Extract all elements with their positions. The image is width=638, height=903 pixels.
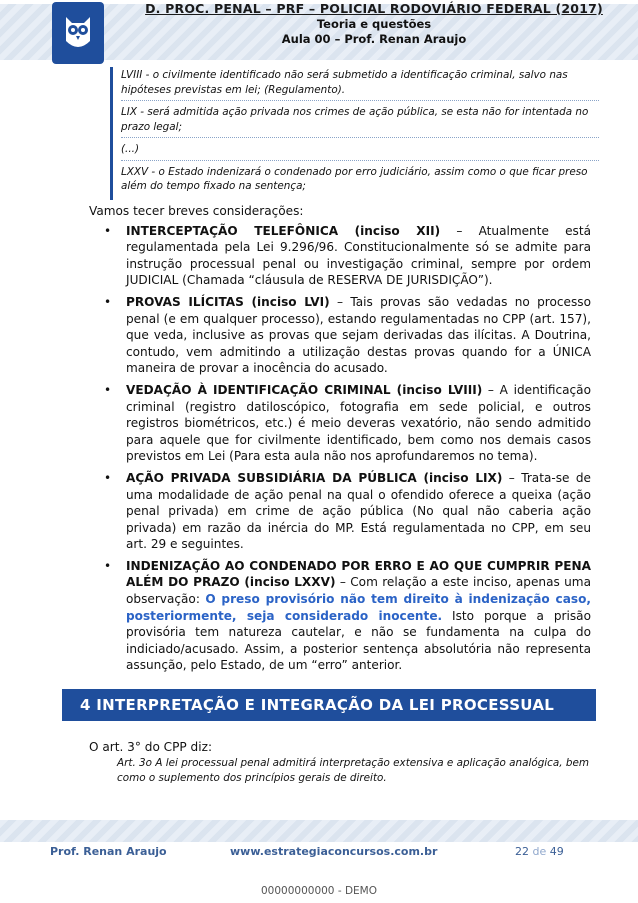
bullet: •	[104, 382, 112, 397]
item-title: INDENIZAÇÃO AO CONDENADO POR ERRO E AO QUE CUMPRIR PENA ALÉM DO PRAZO (inciso LXXV)	[126, 558, 591, 590]
quote-item: LIX - será admitida ação privada nos crimes de ação pública, se esta não for intentada no prazo legal;	[121, 104, 599, 138]
item-title: INTERCEPTAÇÃO TELEFÔNICA (inciso XII)	[126, 223, 441, 238]
page-header	[0, 0, 638, 66]
header-text	[110, 1, 638, 46]
body-text	[89, 203, 591, 679]
item-text: – Atualmente está regulamentada pela Lei 9.296/96. Constitucionalmente só se admite para instrução processual penal ou investigação criminal, sempre por ordem JUDICIAL (Chamada “cláusula de RESERVA DE JURISDIÇÃO”).	[126, 223, 591, 288]
page-total: 49	[549, 845, 564, 858]
quote-item: LVIII - o civilmente identificado não será submetido a identificação criminal, salvo nas hipóteses previstas em lei; (Regulamento).	[121, 67, 599, 101]
lesson-title: Aula 00 – Prof. Renan Araujo	[281, 32, 467, 46]
course-title: D. PROC. PENAL – PRF – POLICIAL RODOVIÁRIO FEDERAL (2017)	[145, 1, 603, 16]
item-title: AÇÃO PRIVADA SUBSIDIÁRIA DA PÚBLICA (inciso LIX)	[126, 470, 503, 485]
item-text: – Com relação a este inciso, apenas uma observação:	[126, 575, 591, 607]
legal-quote	[110, 67, 599, 200]
quote-item: (...)	[121, 141, 599, 161]
page-current: 22	[515, 845, 529, 858]
footer-site-link[interactable]: www.estrategiaconcursos.com.br	[230, 845, 438, 858]
list-item	[89, 294, 591, 377]
quote-item: LXXV - o Estado indenizará o condenado por erro judiciário, assim como o que ficar preso além do tempo fixado na sentença;	[121, 165, 588, 192]
item-text: – Trata-se de uma modalidade de ação penal na qual o ofendido oferece a queixa (ação penal privada) em crime de ação pública (No qual não caberia ação privada) em razão da inércia do MP. Está regulamentada no CPP, em seu art. 29 e seguintes.	[126, 470, 591, 552]
list-item	[89, 558, 591, 674]
item-text: – A identificação criminal (registro datiloscópico, fotografia em sede policial, e outros registros biométricos, etc.) é meio deveras vexatório, não sendo admitido para aquele que for civilmente identificado, bem como nos demais casos previstos em Lei (Para esta aula não nos aprofundaremos no tema).	[126, 382, 591, 464]
page-footer	[0, 842, 638, 862]
item-title: PROVAS ILÍCITAS (inciso LVI)	[126, 294, 330, 309]
intro-paragraph: Vamos tecer breves considerações:	[89, 204, 304, 218]
considerations-list	[89, 223, 591, 674]
page-number	[515, 845, 564, 858]
bullet: •	[104, 558, 112, 573]
owl-icon	[52, 2, 104, 64]
list-item	[89, 382, 591, 465]
page-of: de	[532, 845, 547, 858]
demo-watermark: 00000000000 - DEMO	[261, 885, 377, 897]
highlighted-text: O preso provisório não tem direito à indenização caso, posteriormente, seja considerado inocente.	[126, 592, 591, 623]
section-heading: 4 INTERPRETAÇÃO E INTEGRAÇÃO DA LEI PROCESSUAL	[62, 689, 596, 721]
item-text: – Tais provas são vedadas no processo penal (e em qualquer processo), estando regulamentadas no CPP (art. 157), que veda, inclusive as provas que sejam derivadas das ilícitas. A Doutrina, contudo, vem admitindo a utilização destas provas quando for a ÚNICA maneira de provar a inocência do acusado.	[126, 294, 591, 376]
article-quote: Art. 3o A lei processual penal admitirá interpretação extensiva e aplicação analógica, bem como o suplemento dos princípios gerais de direito.	[117, 757, 589, 784]
bullet: •	[104, 470, 112, 485]
bullet: •	[104, 223, 112, 238]
course-subtitle: Teoria e questões	[316, 17, 432, 31]
list-item	[89, 223, 591, 289]
article-intro: O art. 3° do CPP diz:	[89, 740, 213, 754]
bullet: •	[104, 294, 112, 309]
item-text-after: Isto porque a prisão provisória tem natureza cautelar, e não se fundamenta na culpa do indiciado/acusado. Assim, a posterior sentença absolutória não representa assunção, pelo Estado, de um “erro” anterior.	[126, 608, 591, 673]
item-title: VEDAÇÃO À IDENTIFICAÇÃO CRIMINAL (inciso LVIII)	[126, 382, 483, 397]
list-item	[89, 470, 591, 553]
footer-stripe	[0, 820, 638, 842]
footer-author: Prof. Renan Araujo	[50, 845, 167, 858]
